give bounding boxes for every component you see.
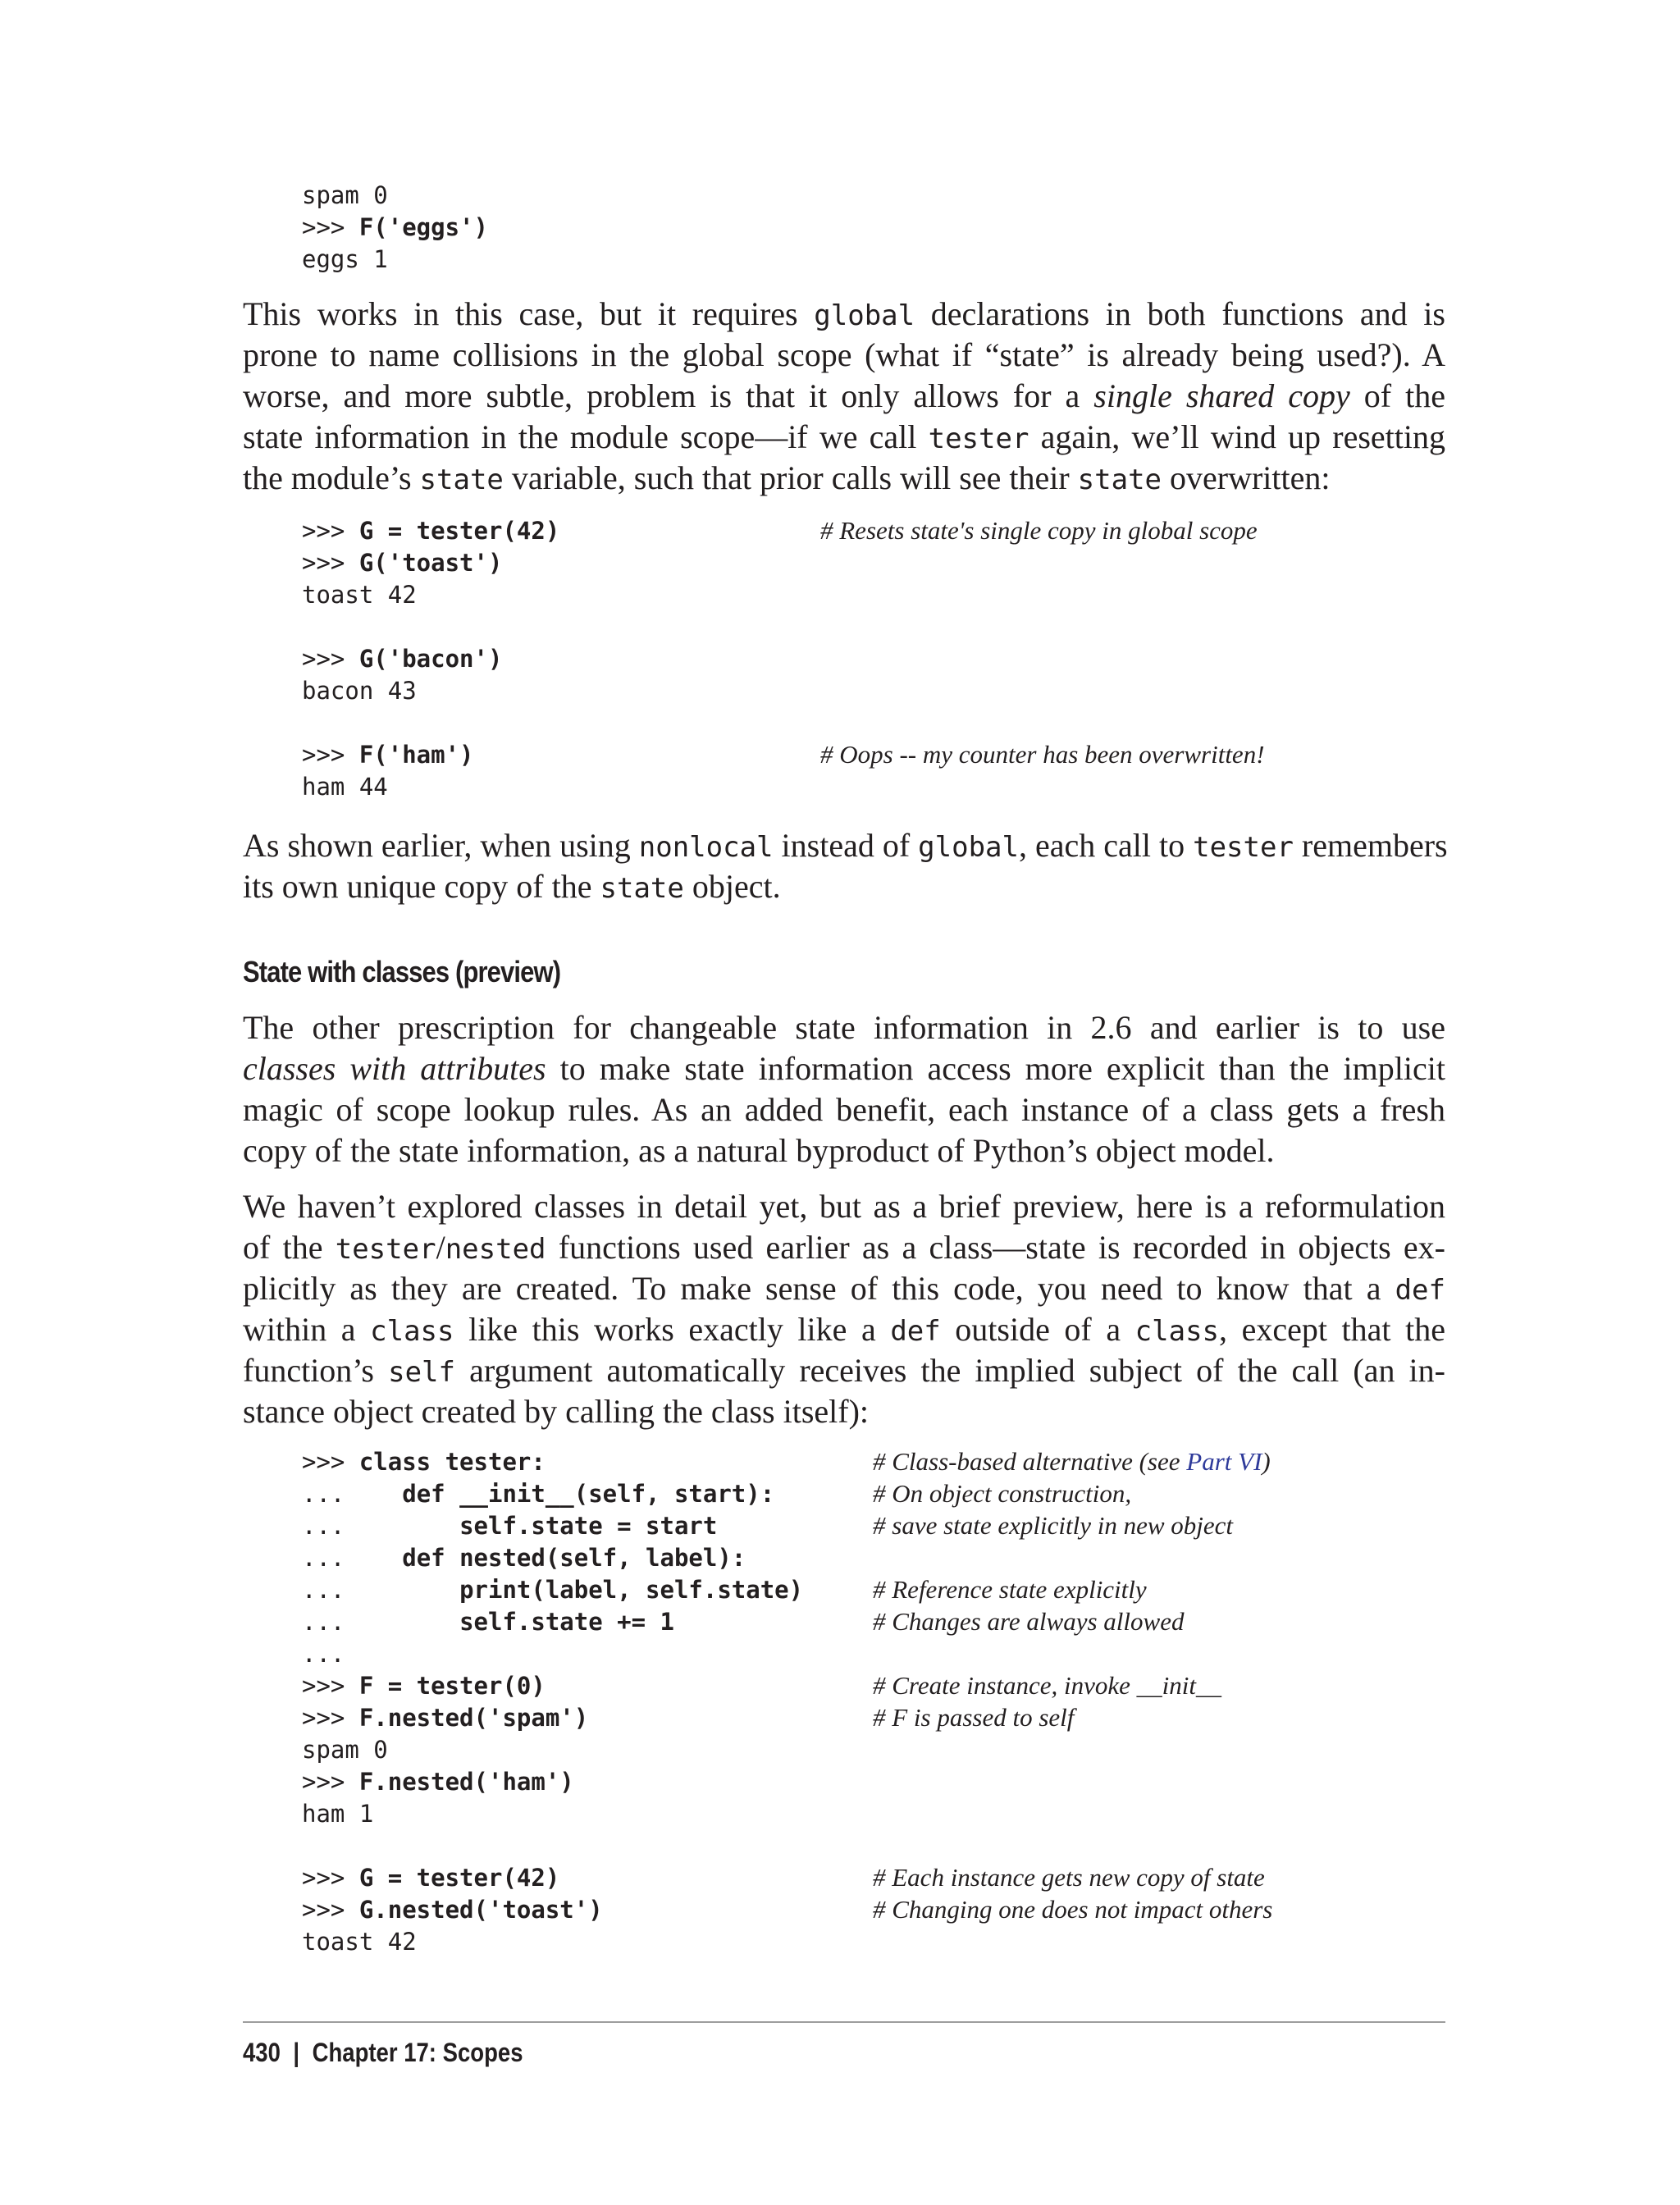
code-output-line: eggs 1	[302, 245, 388, 273]
code-prompt: >>>	[302, 1768, 359, 1796]
inline-code: self	[388, 1356, 455, 1389]
text: This works in this case, but it requires	[243, 295, 815, 332]
text: variable, such that prior calls will see their	[503, 459, 1078, 496]
code-prompt: >>>	[302, 517, 359, 545]
text: , each call to	[1018, 827, 1194, 864]
code-prompt: >>>	[302, 1672, 359, 1700]
code-input-line	[302, 642, 502, 675]
code-statement: class tester:	[358, 1448, 546, 1476]
footer-rule	[243, 2021, 1445, 2023]
code-statement: G = tester(42)	[358, 517, 560, 545]
paragraph-line	[243, 1268, 1445, 1309]
paragraph-line	[243, 1048, 1445, 1089]
code-comment	[873, 1445, 1271, 1478]
paragraph-line	[243, 417, 1445, 458]
code-statement: F.nested('ham')	[358, 1768, 574, 1796]
paragraph-3	[243, 1007, 1445, 1171]
inline-code: state	[1077, 463, 1162, 496]
inline-code: state	[419, 463, 504, 496]
inline-code: nested	[445, 1233, 546, 1266]
paragraph-1	[243, 294, 1445, 499]
inline-code: global	[918, 831, 1019, 864]
text: declarations in both functions and is	[915, 295, 1445, 332]
chapter-title: Chapter 17: Scopes	[312, 2038, 523, 2067]
paragraph-line	[243, 866, 1445, 907]
inline-code: class	[370, 1315, 454, 1348]
code-continuation-line	[302, 1509, 717, 1542]
code-output-line: ham 1	[302, 1800, 374, 1828]
code-continuation-line	[302, 1573, 803, 1606]
code-comment: # On object construction,	[873, 1479, 1132, 1508]
text: of the	[243, 1229, 336, 1266]
paragraph-line	[243, 1227, 1445, 1268]
code-statement: F('ham')	[358, 741, 474, 769]
code-output-line: ham 44	[302, 773, 388, 801]
code-comment: # Oops -- my counter has been overwritten!	[820, 740, 1265, 769]
inline-code: def	[1395, 1274, 1445, 1307]
code-statement: G('toast')	[358, 549, 503, 577]
code-statement: self.state += 1	[345, 1608, 674, 1636]
text: outside of a	[940, 1311, 1135, 1348]
code-continuation-line	[302, 1605, 674, 1638]
code-input-line	[302, 1893, 603, 1926]
text: like this works exactly like a	[454, 1311, 891, 1348]
code-prompt: >>>	[302, 741, 359, 769]
section-heading: State with classes (preview)	[243, 955, 561, 988]
text: /	[436, 1229, 445, 1266]
code-comment: # Reference state explicitly	[873, 1575, 1147, 1604]
code-input-line	[302, 1701, 588, 1734]
text: # Class-based alternative (see	[873, 1447, 1187, 1476]
code-statement: F.nested('spam')	[358, 1704, 589, 1732]
paragraph-line	[243, 294, 1445, 335]
part-vi-link[interactable]: Part VI	[1186, 1447, 1262, 1476]
code-comment: # Resets state's single copy in global scope	[820, 516, 1258, 545]
code-comment: # Create instance, invoke __init__	[873, 1671, 1222, 1700]
code-prompt: >>>	[302, 1448, 359, 1476]
code-output-line: spam 0	[302, 1736, 388, 1764]
code-input-line	[302, 514, 559, 547]
code-statement: self.state = start	[345, 1512, 718, 1540]
paragraph-line: stance object created by calling the class itself):	[243, 1393, 870, 1430]
code-prompt: >>>	[302, 549, 359, 577]
code-comment: # Changes are always allowed	[873, 1607, 1185, 1636]
paragraph-line	[243, 1350, 1445, 1391]
text: state information in the module scope—if we call	[243, 418, 929, 455]
code-input-line	[302, 1669, 546, 1702]
text: its own unique copy of the	[243, 868, 600, 905]
code-comment: # F is passed to self	[873, 1703, 1075, 1732]
text: As shown earlier, when using	[243, 827, 639, 864]
code-statement: print(label, self.state)	[345, 1576, 804, 1604]
code-continuation-line: ...	[302, 1640, 345, 1668]
inline-code: def	[890, 1315, 941, 1348]
paragraph-line: prone to name collisions in the global scope (what if “state” is already being used?). A	[243, 336, 1445, 373]
code-prompt: >>>	[302, 1704, 359, 1732]
text: overwritten:	[1162, 459, 1331, 496]
code-prompt: ...	[302, 1608, 345, 1636]
code-input-line	[302, 738, 474, 771]
code-input-line	[302, 546, 502, 579]
inline-code: global	[814, 299, 915, 332]
paragraph-line	[243, 825, 1448, 866]
code-statement: F('eggs')	[358, 213, 488, 241]
paragraph-2	[243, 825, 1448, 907]
paragraph-line	[243, 376, 1445, 417]
paragraph-line: The other prescription for changeable state information in 2.6 and earlier is to use	[243, 1009, 1445, 1046]
code-prompt: >>>	[302, 1864, 359, 1892]
code-statement: def __init__(self, start):	[345, 1480, 775, 1508]
text: , except that the	[1219, 1311, 1445, 1348]
text: to make state information access more explicit than the implicit	[546, 1050, 1445, 1087]
emphasis: single shared copy	[1093, 377, 1350, 414]
text: the module’s	[243, 459, 420, 496]
text: plicitly as they are created. To make sense of this code, you need to know that a	[243, 1270, 1395, 1307]
code-prompt: ...	[302, 1480, 345, 1508]
text: argument automatically receives the implied subject of the call (an in-	[454, 1352, 1445, 1389]
code-statement: F = tester(0)	[358, 1672, 546, 1700]
code-output-line: spam 0	[302, 181, 388, 209]
inline-code: nonlocal	[638, 831, 774, 864]
paragraph-line	[243, 1309, 1445, 1350]
text: again, we’ll wind up resetting	[1029, 418, 1445, 455]
code-statement: G.nested('toast')	[358, 1896, 603, 1924]
paragraph-4	[243, 1186, 1445, 1432]
inline-code: tester	[1193, 831, 1294, 864]
paragraph-line	[243, 458, 1445, 499]
code-prompt: >>>	[302, 645, 359, 673]
code-input-line	[302, 211, 488, 244]
paragraph-line: copy of the state information, as a natural byproduct of Python’s object model.	[243, 1132, 1275, 1169]
code-output-line: toast 42	[302, 581, 417, 609]
code-statement: def nested(self, label):	[345, 1544, 746, 1572]
page-number: 430	[243, 2038, 281, 2067]
paragraph-line: magic of scope lookup rules. As an added benefit, each instance of a class gets a fresh	[243, 1091, 1445, 1128]
text: instead of	[773, 827, 919, 864]
code-output-line: bacon 43	[302, 677, 417, 705]
page-footer	[243, 2038, 523, 2068]
code-continuation-line	[302, 1541, 746, 1574]
inline-code: class	[1134, 1315, 1220, 1348]
code-prompt: ...	[302, 1576, 345, 1604]
inline-code: state	[600, 872, 684, 905]
paragraph-line: We haven’t explored classes in detail yet, but as a brief preview, here is a reformulation	[243, 1188, 1445, 1225]
inline-code: tester	[335, 1233, 436, 1266]
code-input-line	[302, 1765, 574, 1798]
code-comment: # Each instance gets new copy of state	[873, 1863, 1265, 1892]
code-comment: # Changing one does not impact others	[873, 1895, 1273, 1924]
emphasis: classes with attributes	[243, 1050, 546, 1087]
code-statement: G = tester(42)	[358, 1864, 560, 1892]
inline-code: tester	[928, 422, 1029, 455]
text: remembers	[1293, 827, 1448, 864]
footer-separator: |	[293, 2038, 300, 2067]
code-statement: G('bacon')	[358, 645, 503, 673]
code-comment: # save state explicitly in new object	[873, 1511, 1234, 1540]
text: of the	[1349, 377, 1445, 414]
code-prompt: >>>	[302, 1896, 359, 1924]
code-continuation-line	[302, 1477, 774, 1510]
code-prompt: ...	[302, 1512, 345, 1540]
text: within a	[243, 1311, 371, 1348]
text: functions used earlier as a class—state is recorded in objects ex-	[546, 1229, 1446, 1266]
code-input-line	[302, 1861, 559, 1894]
text: object.	[683, 868, 781, 905]
code-prompt: >>>	[302, 213, 359, 241]
text: worse, and more subtle, problem is that it only allows for a	[243, 377, 1094, 414]
text: function’s	[243, 1352, 389, 1389]
text: )	[1262, 1447, 1271, 1476]
code-output-line: toast 42	[302, 1928, 417, 1956]
code-input-line	[302, 1445, 546, 1478]
code-prompt: ...	[302, 1544, 345, 1572]
